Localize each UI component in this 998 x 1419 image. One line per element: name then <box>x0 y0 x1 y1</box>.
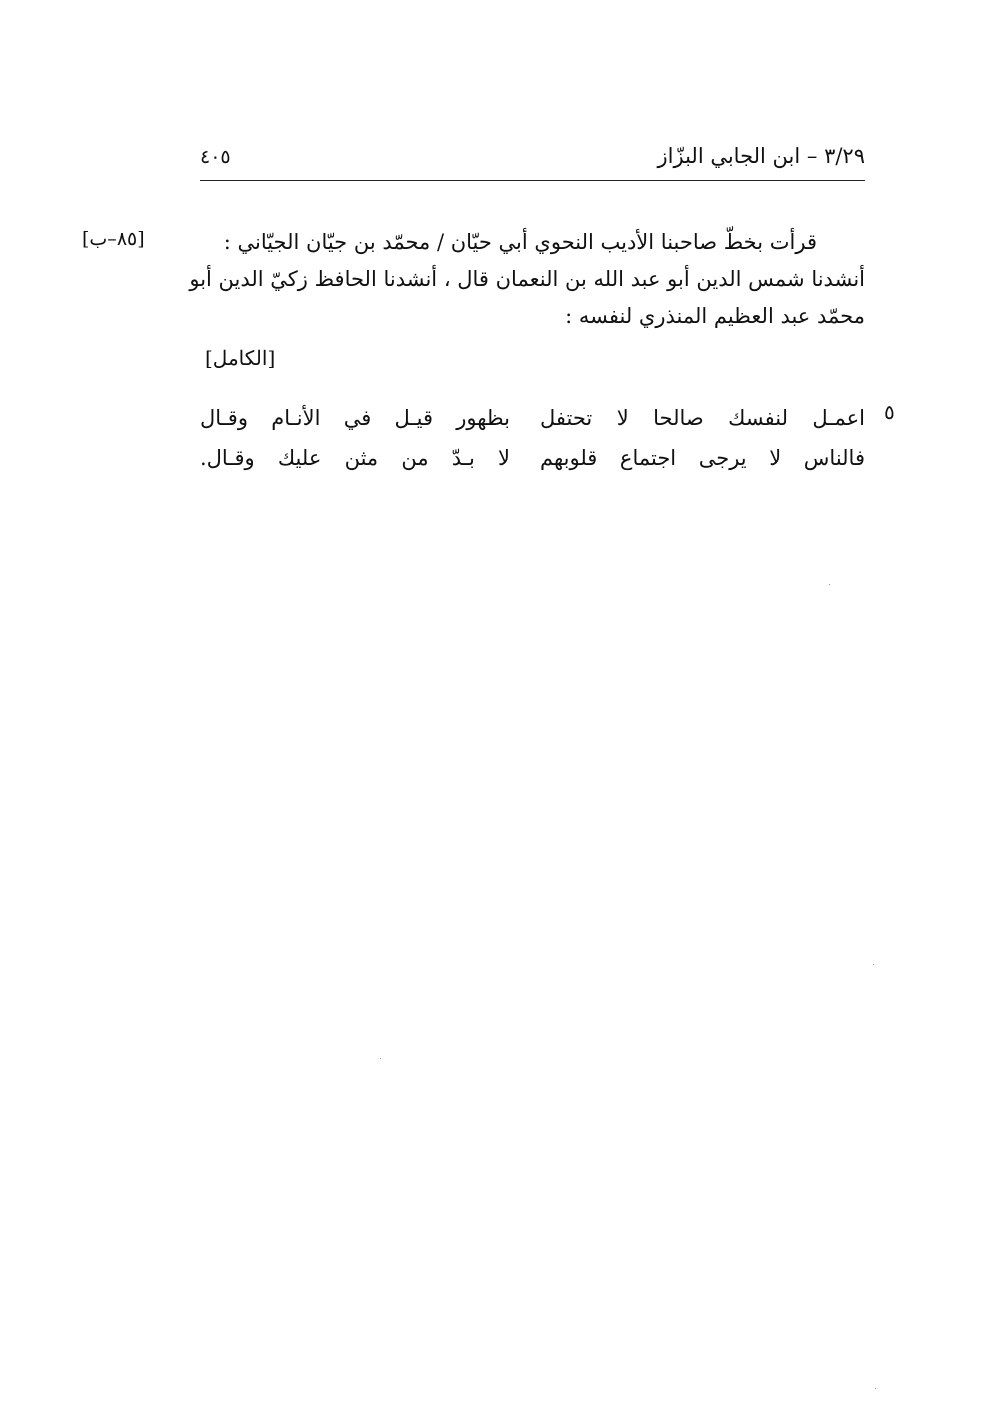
prose-line: قرأت بخطّ صاحبنا الأديب النحوي أبي حيّان / محمّد بن جيّان الجيّاني : <box>223 230 817 254</box>
page-number: ٤٠٥ <box>200 146 231 168</box>
scan-speck <box>875 1388 876 1389</box>
running-header <box>200 138 865 178</box>
header-title: ٣/٢٩ – ابن الجابي البزّاز <box>657 144 865 168</box>
prose-paragraph <box>189 224 865 335</box>
scan-speck <box>829 584 830 585</box>
meter-label: [الكامل] <box>205 346 276 370</box>
prose-line: أنشدنا شمس الدين أبو عبد الله بن النعمان قال ، أنشدنا الحافظ زكيّ الدين أبو <box>189 267 865 291</box>
verse-row <box>200 398 865 438</box>
prose-line: محمّد عبد العظيم المنذري لنفسه : <box>565 304 865 328</box>
hemistich-first: فالناس لا يرجى اجتماع قلوبهم <box>540 446 865 470</box>
verse-row <box>200 438 865 478</box>
hemistich-second: بظهور قيـل في الأنـام وقـال <box>200 406 510 430</box>
hemistich-first: اعمـل لنفسك صالحا لا تحتفل <box>540 406 865 430</box>
verse-number: ٥ <box>884 400 895 424</box>
scan-speck <box>380 1058 381 1059</box>
poem-verses <box>200 398 865 478</box>
scan-speck <box>873 964 874 965</box>
folio-marker: [٨٥–ب] <box>82 228 145 250</box>
hemistich-second: لا بـدّ من مثن عليك وقـال. <box>200 446 510 470</box>
header-rule <box>200 180 865 181</box>
